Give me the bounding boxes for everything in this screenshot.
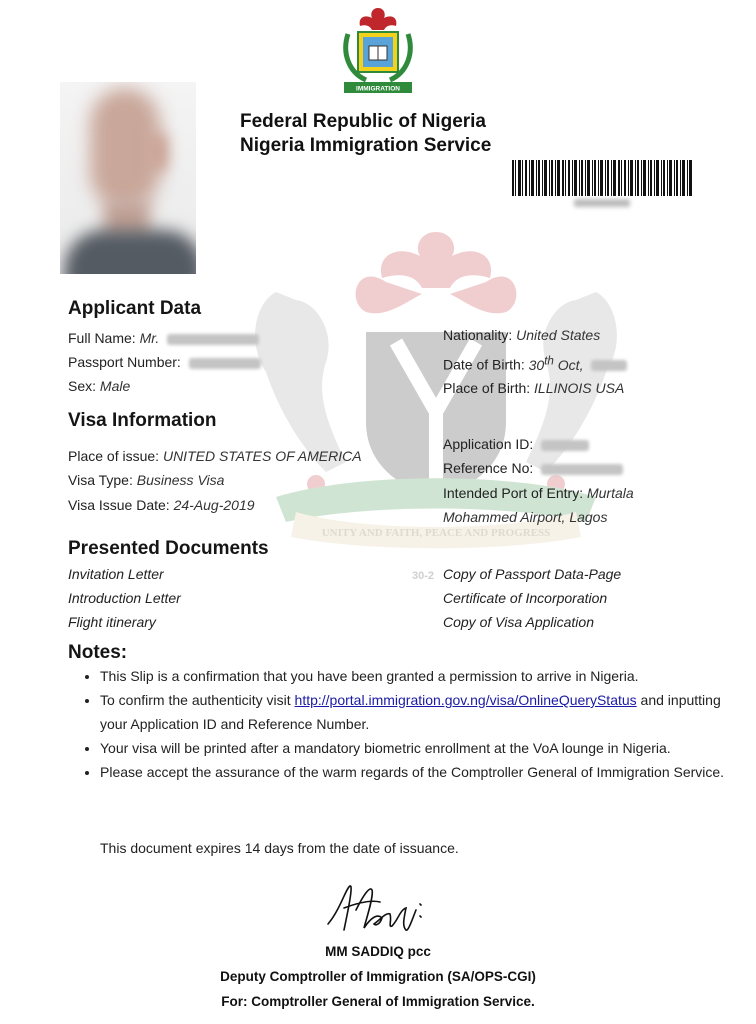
dob-suffix: th: [544, 354, 554, 367]
place-of-issue-value: UNITED STATES OF AMERICA: [162, 448, 362, 464]
visa-issue-date-field: [68, 497, 255, 513]
signature-image: [320, 880, 440, 940]
reference-number-field: [443, 460, 623, 476]
presented-documents-heading: Presented Documents: [68, 538, 269, 559]
note-item: [100, 688, 740, 736]
document-item: Copy of Passport Data-Page: [443, 566, 622, 582]
place-of-birth-field: [443, 380, 624, 396]
watermark-motto: UNITY AND FAITH, PEACE AND PROGRESS: [321, 527, 551, 539]
expiry-note: This document expires 14 days from the date of issuance.: [100, 840, 459, 856]
dob-year-redacted: [591, 360, 627, 371]
port-of-entry-field: [443, 485, 634, 501]
dob-day: 30: [528, 356, 545, 373]
sex-field: [68, 378, 130, 394]
note-item: • Your visa will be printed after a mandatory biometric enrollment at the VoA lounge in Nigeria.: [100, 736, 740, 760]
reference-number-label: Reference No:: [443, 460, 534, 476]
place-of-birth-label: Place of Birth:: [443, 380, 531, 396]
notes-list: [72, 664, 740, 784]
port-of-entry-city: Lagos: [569, 509, 608, 525]
nationality-label: Nationality:: [443, 327, 513, 343]
port-of-entry-line2: [443, 509, 607, 525]
full-name-field: [68, 330, 259, 346]
visa-type-value: Business Visa: [136, 472, 225, 488]
port-of-entry-value-line2: Mohammed Airport,: [443, 509, 566, 525]
note-item: • Please accept the assurance of the warm regards of the Comptroller General of Immigration Service.: [100, 760, 740, 784]
title-line-1: Federal Republic of Nigeria: [240, 111, 486, 132]
sex-label: Sex:: [68, 378, 97, 394]
visa-issue-date-value: 24-Aug-2019: [173, 497, 255, 513]
dob-month: Oct,: [557, 356, 584, 373]
place-of-birth-value: ILLINOIS USA: [534, 380, 625, 396]
full-name-prefix: Mr.: [139, 330, 160, 346]
passport-number-field: [68, 354, 261, 370]
passport-number-redacted: [189, 358, 261, 369]
full-name-label: Full Name:: [68, 330, 136, 346]
visa-issue-date-label: Visa Issue Date:: [68, 497, 170, 513]
application-id-redacted: [541, 440, 589, 451]
date-of-birth-field: [443, 354, 627, 373]
barcode-number-redacted: [574, 199, 630, 207]
application-id-label: Application ID:: [443, 436, 534, 452]
title-line-2: Nigeria Immigration Service: [240, 135, 492, 156]
sex-value: Male: [99, 378, 131, 394]
reference-number-redacted: [541, 464, 623, 475]
port-of-entry-value-line1: Murtala: [586, 485, 634, 501]
document-title: [240, 110, 540, 158]
place-of-issue-label: Place of issue:: [68, 448, 160, 464]
document-item: Introduction Letter: [68, 590, 181, 606]
document-item: Copy of Visa Application: [443, 614, 594, 630]
document-item: Flight itinerary: [68, 614, 156, 630]
barcode: [512, 160, 692, 196]
signatory-title: Deputy Comptroller of Immigration (SA/OPS-CGI): [220, 969, 536, 984]
immigration-crest-logo: [336, 4, 420, 96]
applicant-data-heading: Applicant Data: [68, 298, 202, 319]
faint-stamp-text: 30-2: [412, 570, 435, 582]
document-item: Certificate of Incorporation: [443, 590, 608, 606]
visa-type-label: Visa Type:: [68, 472, 133, 488]
online-query-status-link[interactable]: http://portal.immigration.gov.ng/visa/OnlineQueryStatus: [294, 692, 637, 708]
date-of-birth-label: Date of Birth:: [443, 356, 525, 373]
note-link-prefix: To confirm the authenticity visit: [100, 692, 291, 708]
notes-heading: Notes:: [68, 642, 128, 663]
application-id-field: [443, 436, 589, 452]
document-item: Invitation Letter: [68, 566, 164, 582]
place-of-issue-field: [68, 448, 362, 464]
note-link-suffix: and inputting your Application ID and Reference Number.: [100, 692, 721, 732]
visa-information-heading: Visa Information: [68, 410, 217, 431]
port-of-entry-label: Intended Port of Entry:: [443, 485, 584, 501]
applicant-photo: [60, 82, 196, 274]
nationality-value: United States: [516, 327, 601, 343]
nationality-field: [443, 327, 600, 343]
full-name-redacted: [167, 334, 259, 345]
passport-number-label: Passport Number:: [68, 354, 181, 370]
signatory-name: MM SADDIQ pcc: [325, 944, 431, 959]
visa-type-field: [68, 472, 224, 488]
crest-ribbon-text: IMMIGRATION: [356, 85, 400, 93]
signatory-for: For: Comptroller General of Immigration Service.: [221, 994, 535, 1009]
note-item: • This Slip is a confirmation that you have been granted a permission to arrive in Nigeria.: [100, 664, 740, 688]
